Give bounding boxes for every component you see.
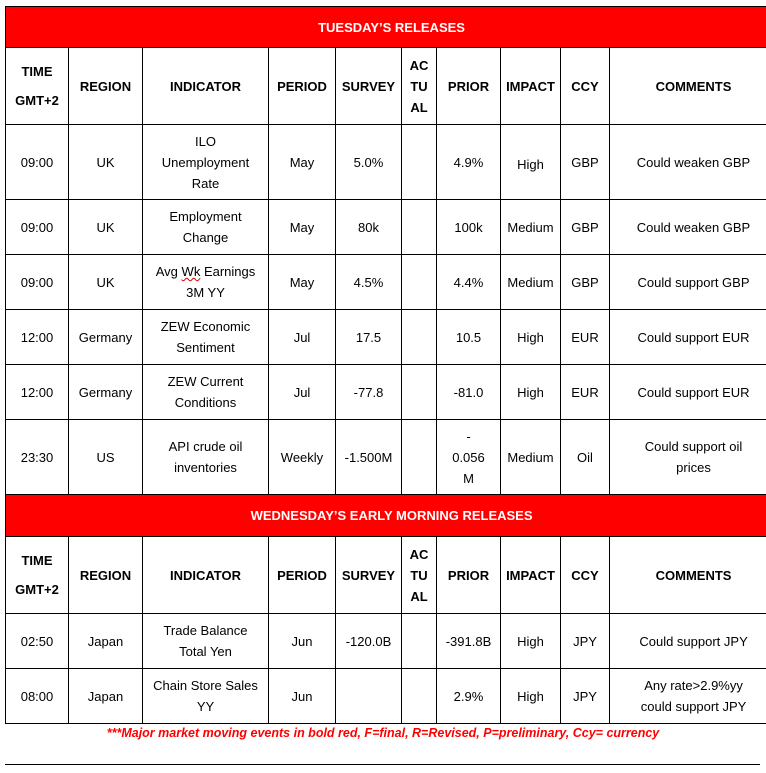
cell-period: Weekly (269, 420, 336, 495)
prior-line: - (466, 428, 471, 444)
cell-region: Germany (69, 365, 143, 420)
indicator-line: API crude oil (168, 439, 243, 454)
cell-impact: High (501, 365, 561, 420)
header-actual (402, 537, 437, 614)
cell-ccy: JPY (561, 669, 610, 724)
indicator-line: ZEW Economic (160, 319, 251, 334)
tuesday-title: TUESDAY’S RELEASES (6, 7, 766, 48)
header-prior: PRIOR (437, 48, 501, 125)
header-time-line1: TIME (21, 553, 53, 568)
cell-impact: High (501, 125, 561, 200)
cell-time: 12:00 (6, 310, 69, 365)
cell-impact: High (501, 614, 561, 669)
header-time (6, 48, 69, 125)
cell-comments: Could weaken GBP (610, 200, 766, 255)
header-indicator: INDICATOR (143, 537, 269, 614)
indicator-line: Change (182, 230, 229, 245)
prior-line: M (463, 470, 474, 486)
header-actual-line1: AC (409, 57, 429, 73)
comment-line: Any rate>2.9%yy (644, 678, 743, 693)
table-row (6, 310, 766, 365)
indicator-line: Sentiment (176, 340, 235, 355)
cell-time: 12:00 (6, 365, 69, 420)
header-ccy: CCY (561, 537, 610, 614)
wednesday-releases-table (5, 494, 766, 724)
cell-impact: Medium (501, 420, 561, 495)
indicator-line: YY (196, 699, 215, 714)
bottom-divider (5, 764, 760, 765)
header-time-line2: GMT+2 (15, 582, 59, 597)
header-ccy: CCY (561, 48, 610, 125)
cell-comments: Could support EUR (610, 365, 766, 420)
prior-line: 0.056 (452, 449, 485, 465)
cell-actual (402, 365, 437, 420)
header-time (6, 537, 69, 614)
cell-actual (402, 420, 437, 495)
cell-survey: -77.8 (336, 365, 402, 420)
header-impact: IMPACT (501, 48, 561, 125)
cell-ccy: EUR (561, 310, 610, 365)
cell-comments: Could support GBP (610, 255, 766, 310)
cell-prior: 100k (437, 200, 501, 255)
indicator-line: Employment (169, 209, 242, 224)
cell-prior (437, 420, 501, 495)
cell-region: Japan (69, 669, 143, 724)
header-time-line1: TIME (21, 64, 53, 79)
cell-comments (610, 669, 766, 724)
cell-time: 09:00 (6, 125, 69, 200)
header-actual-line2: TU (410, 78, 428, 94)
indicator-word: Earnings (200, 264, 256, 279)
cell-period: May (269, 200, 336, 255)
header-survey: SURVEY (336, 537, 402, 614)
header-region: REGION (69, 537, 143, 614)
cell-prior: 2.9% (437, 669, 501, 724)
cell-ccy: Oil (561, 420, 610, 495)
comment-line: could support JPY (640, 699, 747, 714)
header-prior: PRIOR (437, 537, 501, 614)
indicator-line: Rate (191, 175, 220, 191)
header-period: PERIOD (269, 537, 336, 614)
cell-time: 23:30 (6, 420, 69, 495)
cell-actual (402, 310, 437, 365)
comment-line: Could support oil (644, 439, 743, 454)
cell-indicator (143, 310, 269, 365)
cell-survey: -1.500M (336, 420, 402, 495)
cell-prior: 4.9% (437, 125, 501, 200)
header-actual-line3: AL (410, 99, 428, 115)
indicator-line: Chain Store Sales (153, 678, 258, 693)
table-row (6, 614, 766, 669)
footnote: ***Major market moving events in bold red, F=final, R=Revised, P=preliminary, Ccy= currency (106, 726, 660, 740)
cell-actual (402, 200, 437, 255)
cell-ccy: EUR (561, 365, 610, 420)
table-row (6, 125, 766, 200)
table-row (6, 365, 766, 420)
header-region: REGION (69, 48, 143, 125)
cell-indicator (143, 200, 269, 255)
cell-impact: High (501, 310, 561, 365)
indicator-line: ZEW Current (167, 374, 244, 389)
indicator-line: ILO (195, 133, 216, 149)
header-row (6, 537, 766, 614)
table-row (6, 200, 766, 255)
header-actual-line3: AL (410, 588, 428, 604)
indicator-line: Unemployment (161, 154, 250, 170)
cell-prior: 4.4% (437, 255, 501, 310)
tuesday-title-bar (6, 7, 766, 48)
header-actual (402, 48, 437, 125)
cell-survey: 80k (336, 200, 402, 255)
cell-period: Jun (269, 669, 336, 724)
cell-impact: Medium (501, 200, 561, 255)
header-impact: IMPACT (501, 537, 561, 614)
comment-line: prices (676, 460, 711, 475)
cell-survey: 4.5% (336, 255, 402, 310)
cell-indicator (143, 669, 269, 724)
cell-prior: 10.5 (437, 310, 501, 365)
header-comments: COMMENTS (610, 48, 766, 125)
cell-period: May (269, 255, 336, 310)
cell-indicator (143, 614, 269, 669)
cell-prior: -81.0 (437, 365, 501, 420)
cell-region: Germany (69, 310, 143, 365)
wednesday-title: WEDNESDAY’S EARLY MORNING RELEASES (6, 495, 766, 537)
cell-comments: Could support JPY (610, 614, 766, 669)
cell-comments: Could support EUR (610, 310, 766, 365)
header-period: PERIOD (269, 48, 336, 125)
header-indicator: INDICATOR (143, 48, 269, 125)
indicator-line (145, 261, 266, 282)
cell-time: 02:50 (6, 614, 69, 669)
cell-region: US (69, 420, 143, 495)
cell-ccy: GBP (561, 255, 610, 310)
cell-comments: Could weaken GBP (610, 125, 766, 200)
cell-period: Jul (269, 365, 336, 420)
header-survey: SURVEY (336, 48, 402, 125)
cell-actual (402, 669, 437, 724)
cell-period: Jun (269, 614, 336, 669)
header-time-line2: GMT+2 (15, 93, 59, 108)
indicator-line: Total Yen (179, 644, 232, 659)
cell-impact: Medium (501, 255, 561, 310)
cell-survey: -120.0B (336, 614, 402, 669)
cell-time: 08:00 (6, 669, 69, 724)
table-row (6, 420, 766, 495)
cell-indicator (143, 365, 269, 420)
cell-impact: High (501, 669, 561, 724)
cell-region: Japan (69, 614, 143, 669)
cell-ccy: GBP (561, 125, 610, 200)
cell-survey: 5.0% (336, 125, 402, 200)
wednesday-title-bar (6, 495, 766, 537)
cell-period: May (269, 125, 336, 200)
header-comments: COMMENTS (610, 537, 766, 614)
cell-ccy: JPY (561, 614, 610, 669)
indicator-line: 3M YY (186, 285, 225, 300)
indicator-line: inventories (174, 460, 237, 475)
cell-ccy: GBP (561, 200, 610, 255)
table-row (6, 255, 766, 310)
indicator-word-spellcheck: Wk (181, 264, 201, 279)
cell-time: 09:00 (6, 255, 69, 310)
cell-region: UK (69, 200, 143, 255)
indicator-line: Trade Balance (163, 623, 248, 638)
header-actual-line1: AC (409, 546, 429, 562)
cell-time: 09:00 (6, 200, 69, 255)
cell-actual (402, 614, 437, 669)
cell-indicator (143, 255, 269, 310)
cell-indicator (143, 125, 269, 200)
indicator-line: Conditions (174, 395, 237, 410)
cell-region: UK (69, 125, 143, 200)
header-actual-line2: TU (410, 567, 428, 583)
cell-survey (336, 669, 402, 724)
table-row (6, 669, 766, 724)
cell-region: UK (69, 255, 143, 310)
header-row (6, 48, 766, 125)
tuesday-releases-table (5, 6, 766, 495)
cell-actual (402, 125, 437, 200)
cell-actual (402, 255, 437, 310)
cell-period: Jul (269, 310, 336, 365)
cell-comments (610, 420, 766, 495)
cell-prior: -391.8B (437, 614, 501, 669)
indicator-word: Avg (155, 264, 178, 279)
cell-survey: 17.5 (336, 310, 402, 365)
cell-indicator (143, 420, 269, 495)
